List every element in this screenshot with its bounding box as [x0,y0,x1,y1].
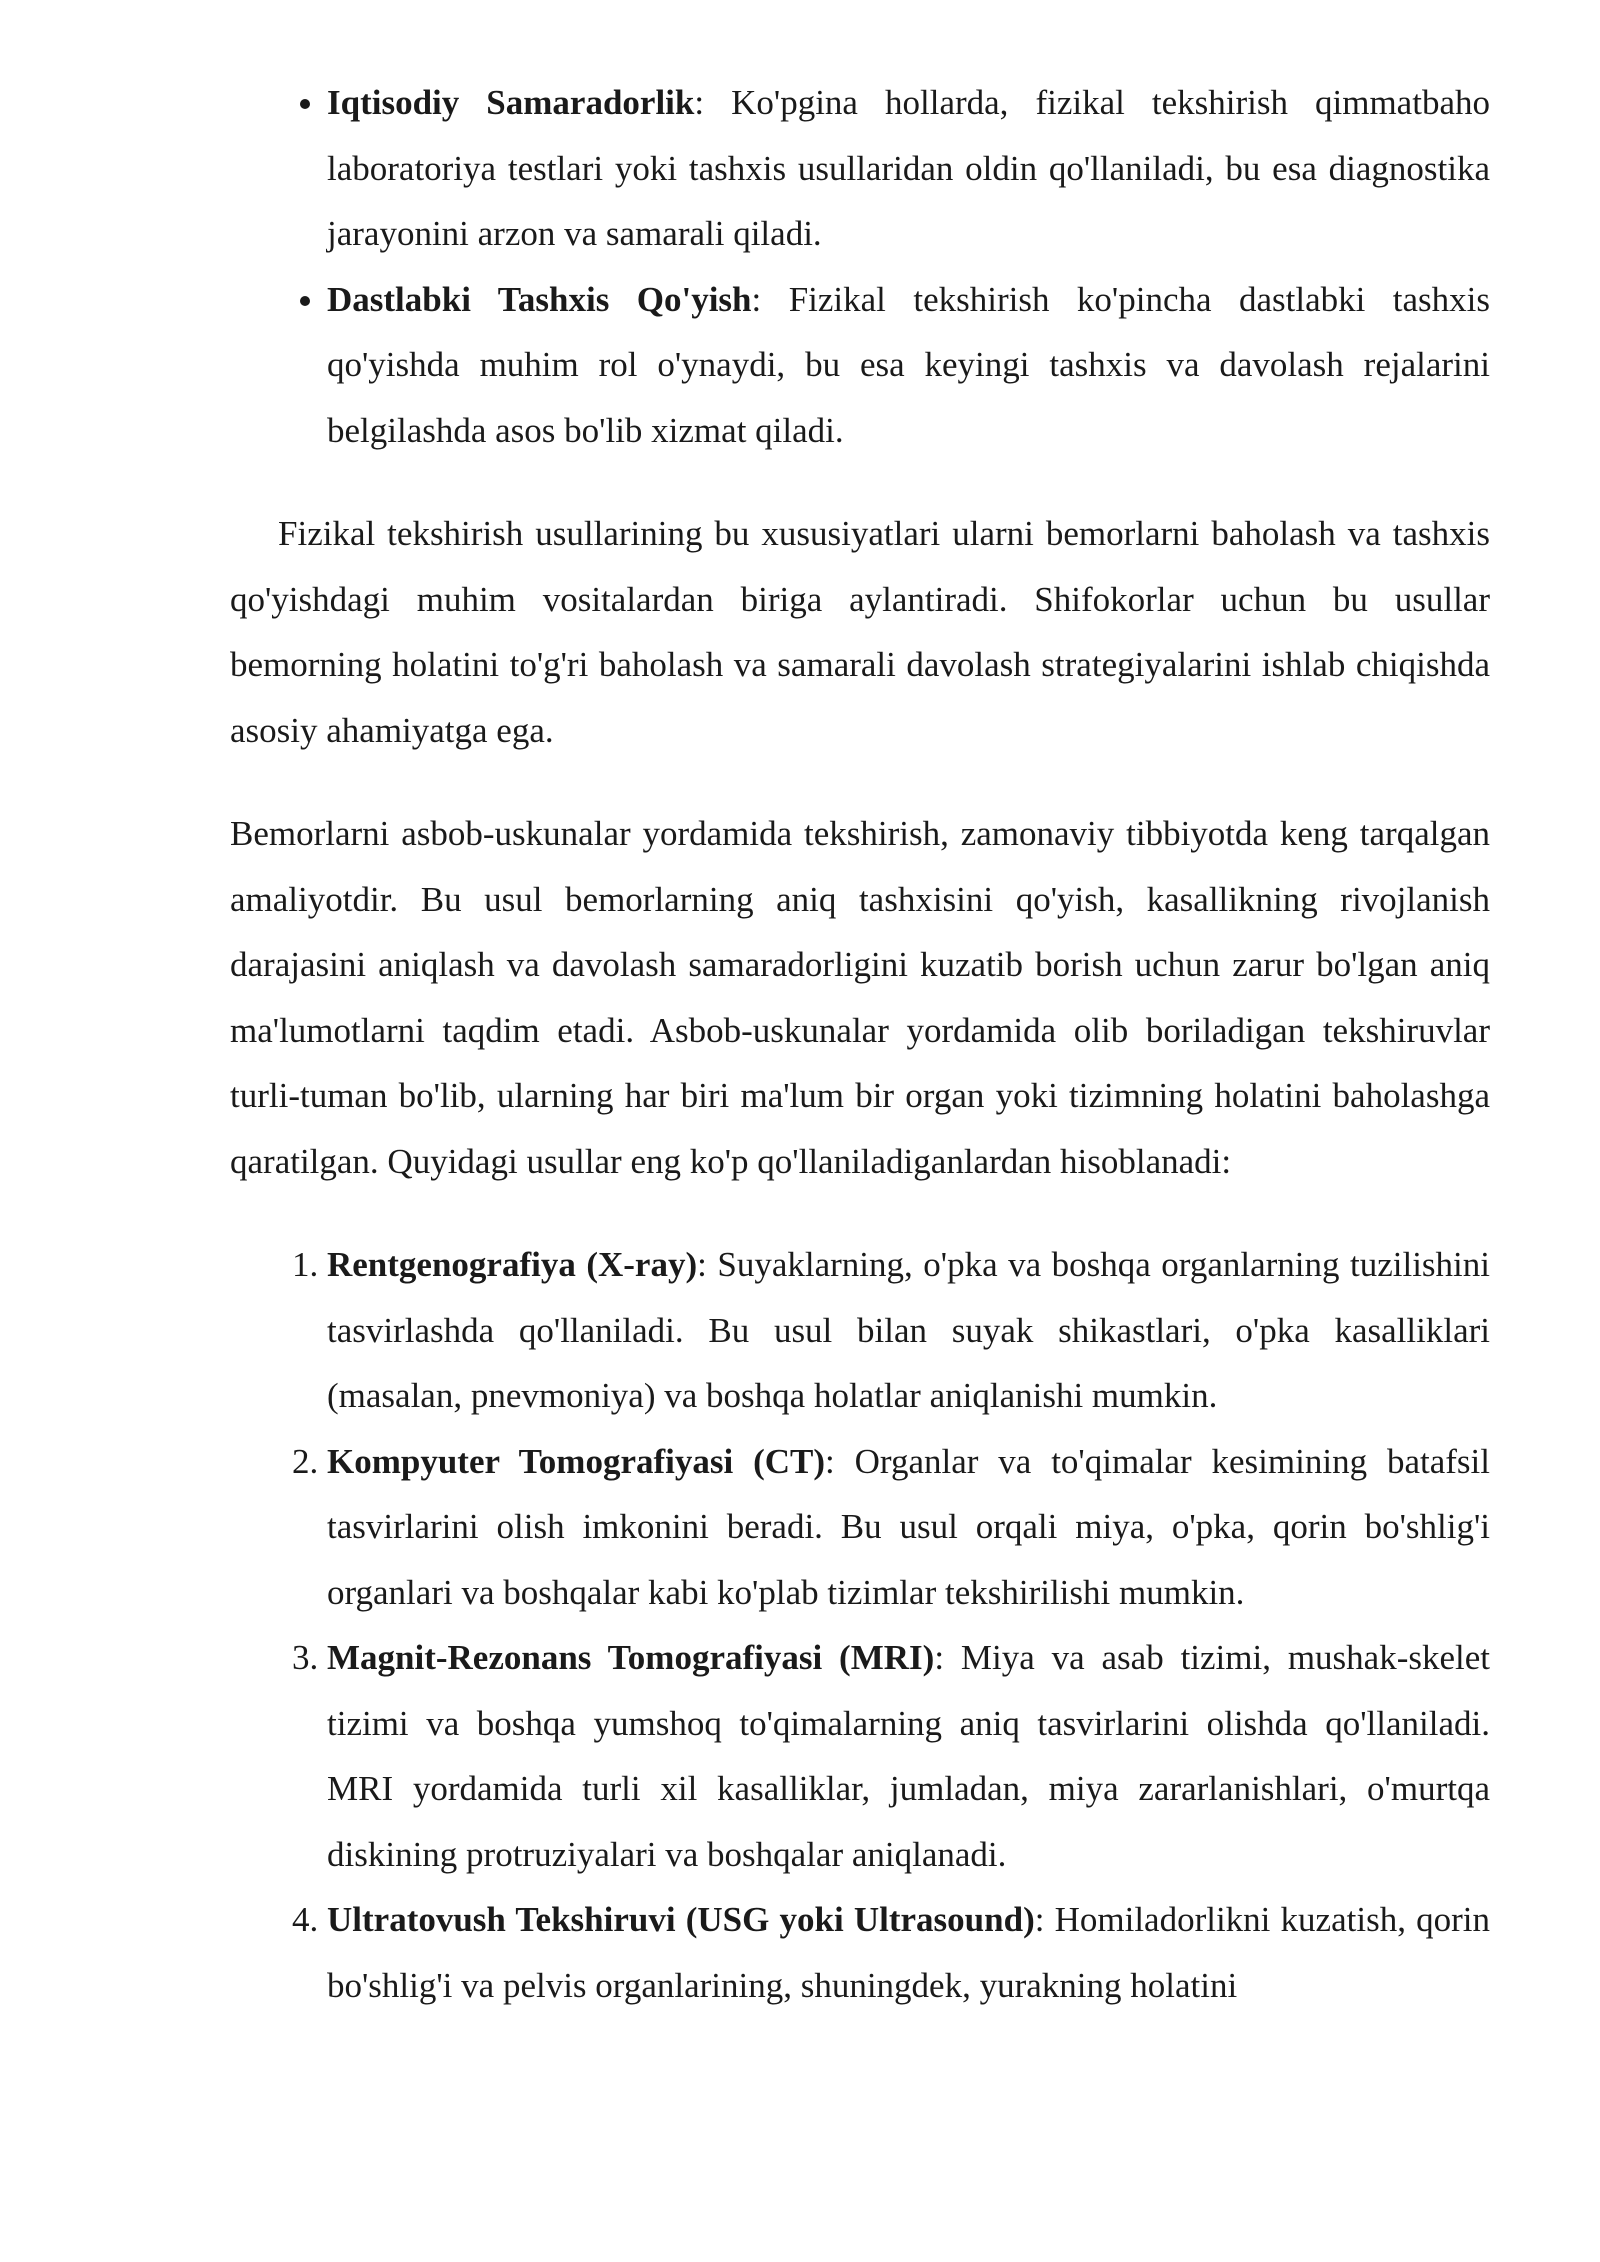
bullet-term: Iqtisodiy Samaradorlik [327,83,695,122]
method-text: : Organlar va to'qimalar kesimining batafsil tasvirlarini olish imkonini beradi. Bu usul orqali miya, o'pka, qorin bo'shlig'i organlari va boshqalar kabi ko'plab tizimlar tekshirilishi mumkin. [327,1441,1490,1612]
bullet-item-preliminary-diagnosis [327,267,1490,464]
numbered-item-ultrasound [327,1887,1490,2018]
method-text: : Miya va asab tizimi, mushak-skelet tizimi va boshqa yumshoq to'qimalarning aniq tasvirlarini olishda qo'llaniladi. MRI yordamida turli xil kasalliklar, jumladan, miya zararlanishlari, o'murtqa diskining protruziyalari va boshqalar aniqlanadi. [327,1638,1491,1874]
method-term: Magnit-Rezonans Tomografiyasi (MRI) [327,1638,935,1677]
bullet-text: : Fizikal tekshirish ko'pincha dastlabki tashxis qo'yishda muhim rol o'ynaydi, bu esa keyingi tashxis va davolash rejalarini belgilashda asos bo'lib xizmat qiladi. [327,279,1490,450]
numbered-item-mri [327,1625,1490,1887]
method-text: : Suyaklarning, o'pka va boshqa organlarning tuzilishini tasvirlashda qo'llaniladi. Bu usul bilan suyak shikastlari, o'pka kasalliklari (masalan, pnevmoniya) va boshqa holatlar aniqlanishi mumkin. [327,1245,1491,1415]
method-term: Kompyuter Tomografiyasi (CT) [327,1441,826,1481]
method-term: Rentgenografiya (X-ray) [327,1245,698,1284]
paragraph-instrumental-intro: Bemorlarni asbob-uskunalar yordamida tekshirish, zamonaviy tibbiyotda keng tarqalgan amaliyotdir. Bu usul bemorlarning aniq tashxisini qo'yish, kasallikning rivojlanish darajasini aniqlash va davolash samaradorligini kuzatib borish uchun zarur bo'lgan aniq ma'lumotlarni taqdim etadi. Asbob-uskunalar yordamida olib boriladigan tekshiruvlar turli-tuman bo'lib, ularning har biri ma'lum bir organ yoki tizimning holatini baholashga qaratilgan. Quyidagi usullar eng ko'p qo'llaniladiganlardan hisoblanadi: [230,814,1490,1181]
method-text: : Homiladorlikni kuzatish, qorin bo'shlig'i va pelvis organlarining, shuningdek, yurakning holatini [327,1900,1490,2005]
instrumental-methods-list [230,1232,1490,2018]
bullet-item-economic-efficiency [327,70,1490,267]
document-page [230,70,1490,2018]
numbered-item-ct [327,1429,1490,1626]
method-term: Ultratovush Tekshiruvi (USG yoki Ultrasound) [327,1900,1035,1939]
bullet-term: Dastlabki Tashxis Qo'yish [327,279,752,319]
benefits-bullet-list [230,70,1490,463]
paragraph-summary: Fizikal tekshirish usullarining bu xususiyatlari ularni bemorlarni baholash va tashxis qo'yishdagi muhim vositalardan biriga aylantiradi. Shifokorlar uchun bu usullar bemorning holatini to'g'ri baholash va samarali davolash strategiyalarini ishlab chiqishda asosiy ahamiyatga ega. [230,514,1490,750]
bullet-text: : Ko'pgina hollarda, fizikal tekshirish qimmatbaho laboratoriya testlari yoki tashxis usullaridan oldin qo'llaniladi, bu esa diagnostika jarayonini arzon va samarali qiladi. [327,83,1490,253]
numbered-item-xray [327,1232,1490,1429]
